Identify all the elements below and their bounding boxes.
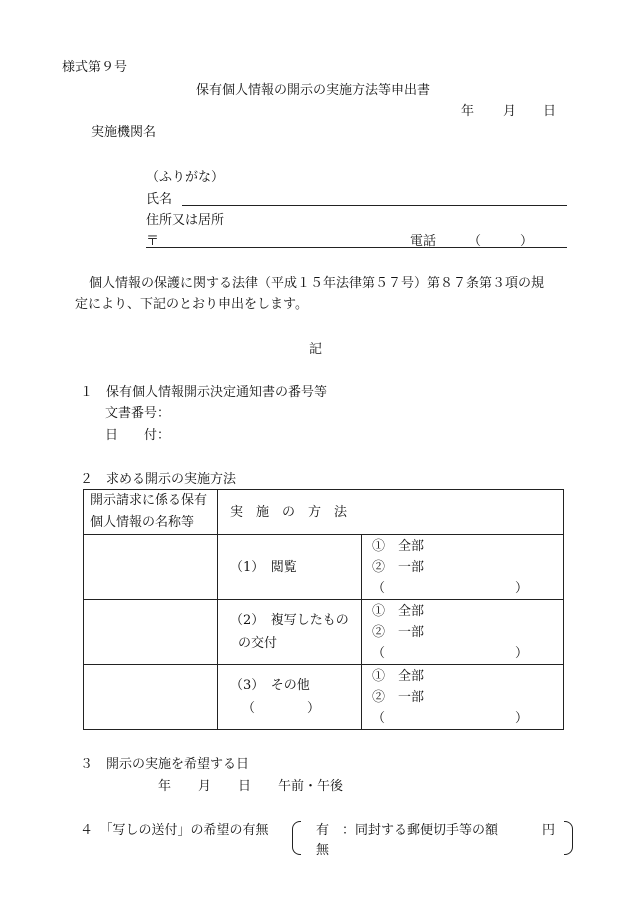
- table-row: [84, 600, 564, 665]
- header-name-cell: [84, 490, 218, 535]
- header-method-label: 実 施 の 方 法: [230, 504, 348, 520]
- scope-part-detail-1: （ ）: [372, 580, 529, 596]
- method-other-line-1: （3） その他: [230, 678, 310, 693]
- postal-mark: 〒: [146, 234, 160, 249]
- table-row: [84, 665, 564, 730]
- body-text-line-1: 個人情報の保護に関する法律（平成１５年法律第５７号）第８７条第３項の規: [89, 276, 545, 291]
- doc-number-label: 文書番号：: [105, 406, 171, 421]
- info-name-cell-3: [84, 665, 218, 730]
- header-method-cell: [218, 490, 564, 535]
- copy-send-no: 無: [316, 843, 330, 858]
- scope-part-3: ② 一部: [372, 689, 425, 705]
- table-row: [84, 535, 564, 600]
- form-number: 様式第９号: [62, 60, 128, 75]
- agency-label: 実施機関名: [91, 125, 157, 140]
- method-copy-line-1: （2） 複写したもの: [230, 613, 349, 628]
- scope-part-detail-2: （ ）: [372, 645, 529, 661]
- page-title: 保有個人情報の開示の実施方法等申出書: [196, 83, 431, 98]
- disclosure-method-table: [83, 489, 564, 730]
- info-name-cell-1: [84, 535, 218, 600]
- scope-part-2: ② 一部: [372, 624, 425, 640]
- date-day-label: 日: [543, 104, 557, 119]
- phone-label: 電話: [410, 234, 437, 249]
- scope-all-1: ① 全部: [372, 538, 425, 554]
- left-brace: [292, 821, 301, 855]
- right-brace: [564, 821, 573, 855]
- notice-date-label: 日 付：: [105, 428, 171, 443]
- info-name-cell-2: [84, 600, 218, 665]
- desired-year-label: 年: [158, 779, 172, 794]
- body-text-line-2: 定により、下記のとおり申出をします。: [75, 297, 308, 312]
- ampm-label: 午前・午後: [278, 779, 344, 794]
- yen-label: 円: [542, 823, 556, 838]
- scope-part-1: ② 一部: [372, 559, 425, 575]
- section-2-heading: ２ 求める開示の実施方法: [80, 472, 237, 487]
- date-year-label: 年: [461, 104, 475, 119]
- postage-amount-label: ：同封する郵便切手等の額: [342, 823, 499, 838]
- section-4-heading: ４ 「写しの送付」の希望の有無: [80, 823, 269, 838]
- header-name-line-1: 開示請求に係る保有: [90, 493, 208, 508]
- desired-month-label: 月: [198, 779, 212, 794]
- date-month-label: 月: [503, 104, 517, 119]
- name-underline: [182, 205, 567, 206]
- scope-all-3: ① 全部: [372, 668, 425, 684]
- desired-day-label: 日: [238, 779, 252, 794]
- method-cell-1: [218, 535, 362, 600]
- ki-heading: 記: [309, 342, 323, 357]
- furigana-label: （ふりがな）: [146, 170, 225, 185]
- method-copy-line-2: の交付: [238, 636, 278, 651]
- copy-send-yes: 有: [316, 823, 330, 838]
- address-underline: [146, 247, 567, 248]
- method-other-line-2: （ ）: [242, 701, 321, 716]
- phone-parens: （ ）: [468, 234, 534, 249]
- scope-cell-1: [362, 535, 564, 600]
- scope-all-2: ① 全部: [372, 603, 425, 619]
- address-label: 住所又は居所: [146, 213, 225, 228]
- scope-cell-2: [362, 600, 564, 665]
- table-header-row: [84, 490, 564, 535]
- section-1-heading: １ 保有個人情報開示決定通知書の番号等: [80, 385, 328, 400]
- name-label: 氏名: [146, 192, 173, 207]
- method-cell-2: [218, 600, 362, 665]
- scope-cell-3: [362, 665, 564, 730]
- header-name-line-2: 個人情報の名称等: [90, 515, 195, 530]
- method-cell-3: [218, 665, 362, 730]
- scope-part-detail-3: （ ）: [372, 710, 529, 726]
- section-3-heading: ３ 開示の実施を希望する日: [80, 757, 250, 772]
- method-inspection: （1） 閲覧: [230, 559, 297, 575]
